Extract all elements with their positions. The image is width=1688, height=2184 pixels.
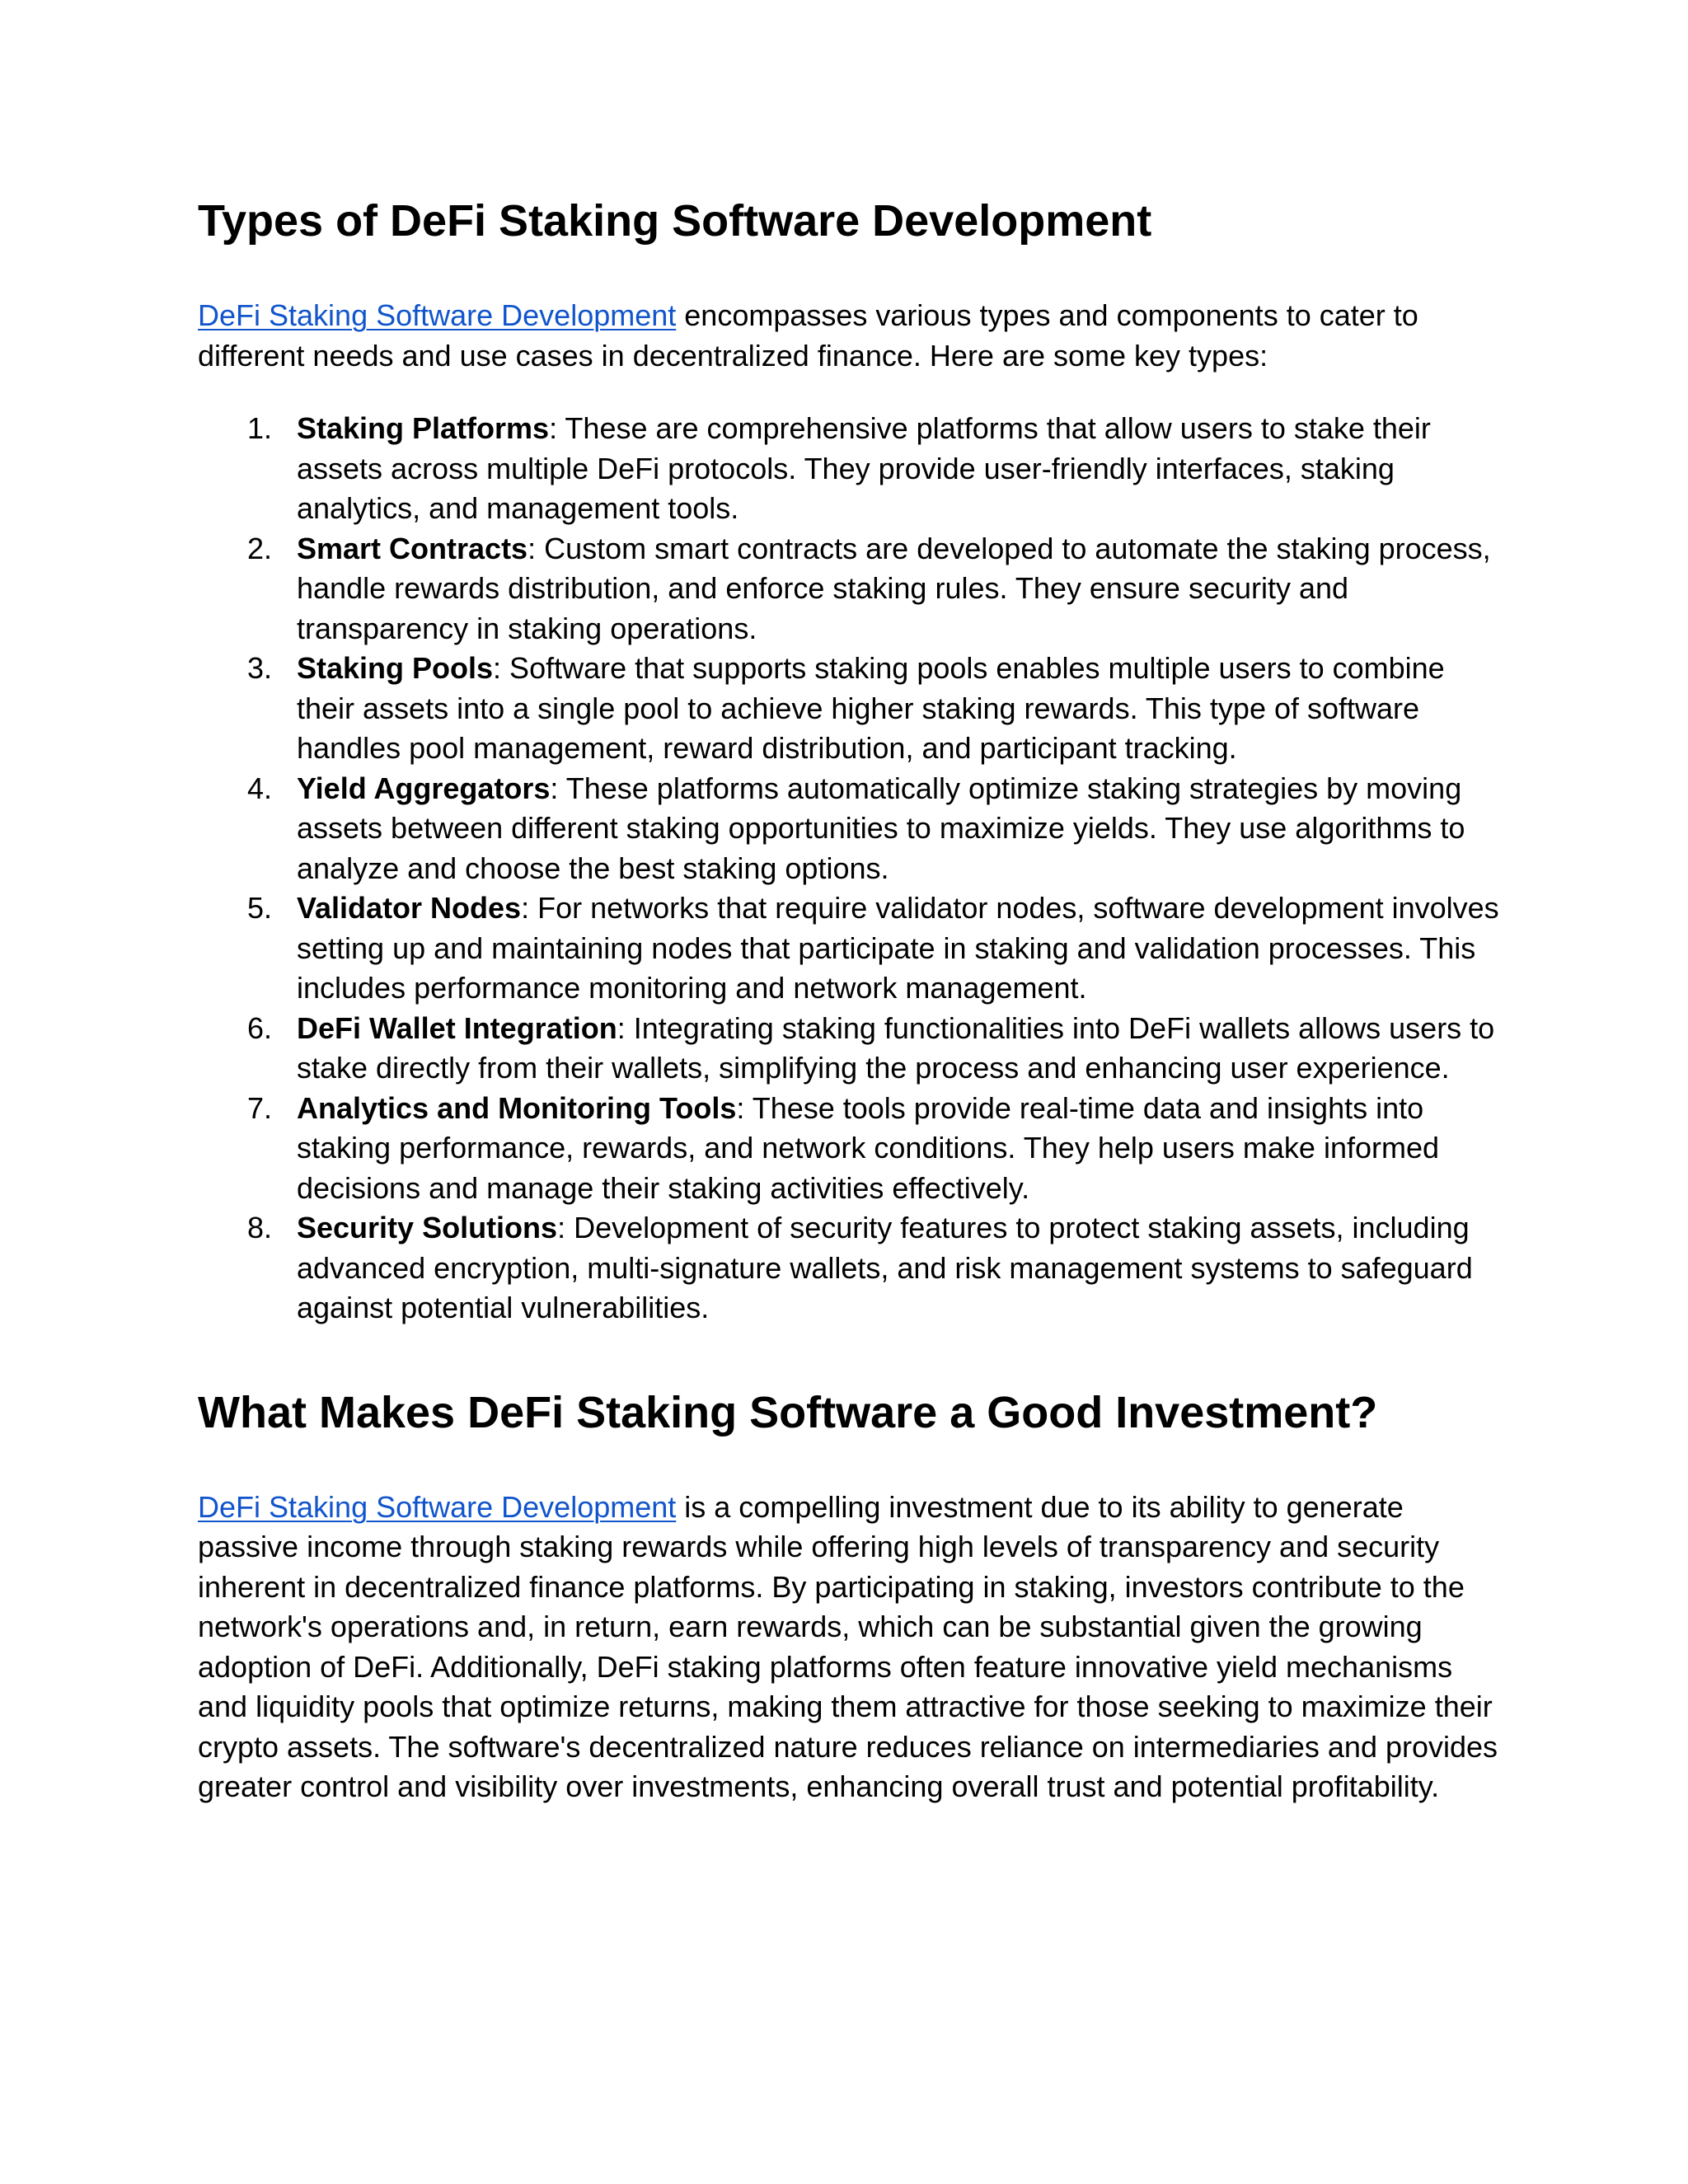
list-item-number: 5. [247, 891, 273, 925]
list-item-title: Staking Pools [297, 651, 494, 685]
list-item-title: Yield Aggregators [297, 771, 551, 805]
list-item-number: 7. [247, 1090, 273, 1125]
list-item-title: DeFi Wallet Integration [297, 1010, 617, 1045]
investment-paragraph [198, 1488, 1500, 1807]
defi-staking-link[interactable]: DeFi Staking Software Development [198, 298, 677, 332]
list-item-text: : Integrating staking functionalities into DeFi wallets allows users to stake directly from their wallets, simplifying the process and enhancing user experience. [297, 1010, 1495, 1085]
list-item-number: 1. [247, 411, 273, 445]
list-item [198, 649, 1500, 769]
spacer [198, 376, 1500, 409]
list-item [198, 1009, 1500, 1089]
list-item [198, 409, 1500, 529]
list-item-text: : These are comprehensive platforms that allow users to stake their assets across multiple DeFi protocols. They provide user-friendly interfaces, staking analytics, and management tools. [297, 411, 1431, 525]
list-item-text: : These platforms automatically optimize staking strategies by moving assets between different staking opportunities to maximize yields. They use algorithms to analyze and choose the best staking options. [297, 771, 1465, 885]
section-heading-types: Types of DeFi Staking Software Development [198, 196, 1152, 246]
list-item-number: 2. [247, 531, 273, 565]
spacer [198, 1329, 1500, 1386]
list-item-text: : For networks that require validator nodes, software development involves setting up and maintaining nodes that participate in staking and validation processes. This includes performance monitoring and network management. [297, 891, 1499, 1005]
investment-text: is a compelling investment due to its ability to generate passive income through staking rewards while offering high levels of transparency and security inherent in decentralized finance platforms. By participating in staking, investors contribute to the network's operations and, in return, earn rewards, which can be substantial given the growing adoption of DeFi. Additionally, DeFi staking platforms often feature innovative yield mechanisms and liquidity pools that optimize returns, making them attractive for those seeking to maximize their crypto assets. The software's decentralized nature reduces reliance on intermediaries and provides greater control and visibility over investments, enhancing overall trust and potential profitability. [198, 1489, 1498, 1803]
list-item [198, 1208, 1500, 1329]
spacer [198, 1439, 1500, 1488]
intro-paragraph [198, 296, 1500, 376]
list-item-number: 4. [247, 771, 273, 805]
list-item-title: Smart Contracts [297, 531, 528, 565]
list-item-text: : Software that supports staking pools enables multiple users to combine their assets into a single pool to achieve higher staking rewards. This type of software handles pool management, reward distribution, and participant tracking. [297, 651, 1445, 765]
list-item [198, 769, 1500, 889]
list-item-title: Validator Nodes [297, 891, 522, 925]
list-item [198, 529, 1500, 649]
list-item-text: : Development of security features to protect staking assets, including advanced encryption, multi-signature wallets, and risk management systems to safeguard against potential vulnerabilities. [297, 1211, 1473, 1324]
list-item [198, 1089, 1500, 1209]
intro-text: encompasses various types and components to cater to different needs and use cases in decentralized finance. Here are some key types: [198, 298, 1418, 373]
list-item-text: : These tools provide real-time data and insights into staking performance, rewards, and network conditions. They help users make informed decisions and manage their staking activities effectively. [297, 1090, 1440, 1205]
section-heading-investment: What Makes DeFi Staking Software a Good Investment? [198, 1387, 1378, 1437]
types-list [198, 409, 1500, 1329]
list-item [198, 888, 1500, 1009]
spacer [198, 247, 1500, 296]
list-item-title: Security Solutions [297, 1211, 558, 1244]
document-page [198, 194, 1500, 1807]
list-item-title: Analytics and Monitoring Tools [297, 1090, 737, 1125]
defi-staking-link[interactable]: DeFi Staking Software Development [198, 1489, 677, 1524]
list-item-number: 3. [247, 651, 273, 685]
list-item-number: 6. [247, 1010, 273, 1045]
list-item-number: 8. [247, 1211, 273, 1244]
list-item-text: : Custom smart contracts are developed to automate the staking process, handle rewards distribution, and enforce staking rules. They ensure security and transparency in staking operations. [297, 531, 1491, 645]
list-item-title: Staking Platforms [297, 411, 550, 445]
